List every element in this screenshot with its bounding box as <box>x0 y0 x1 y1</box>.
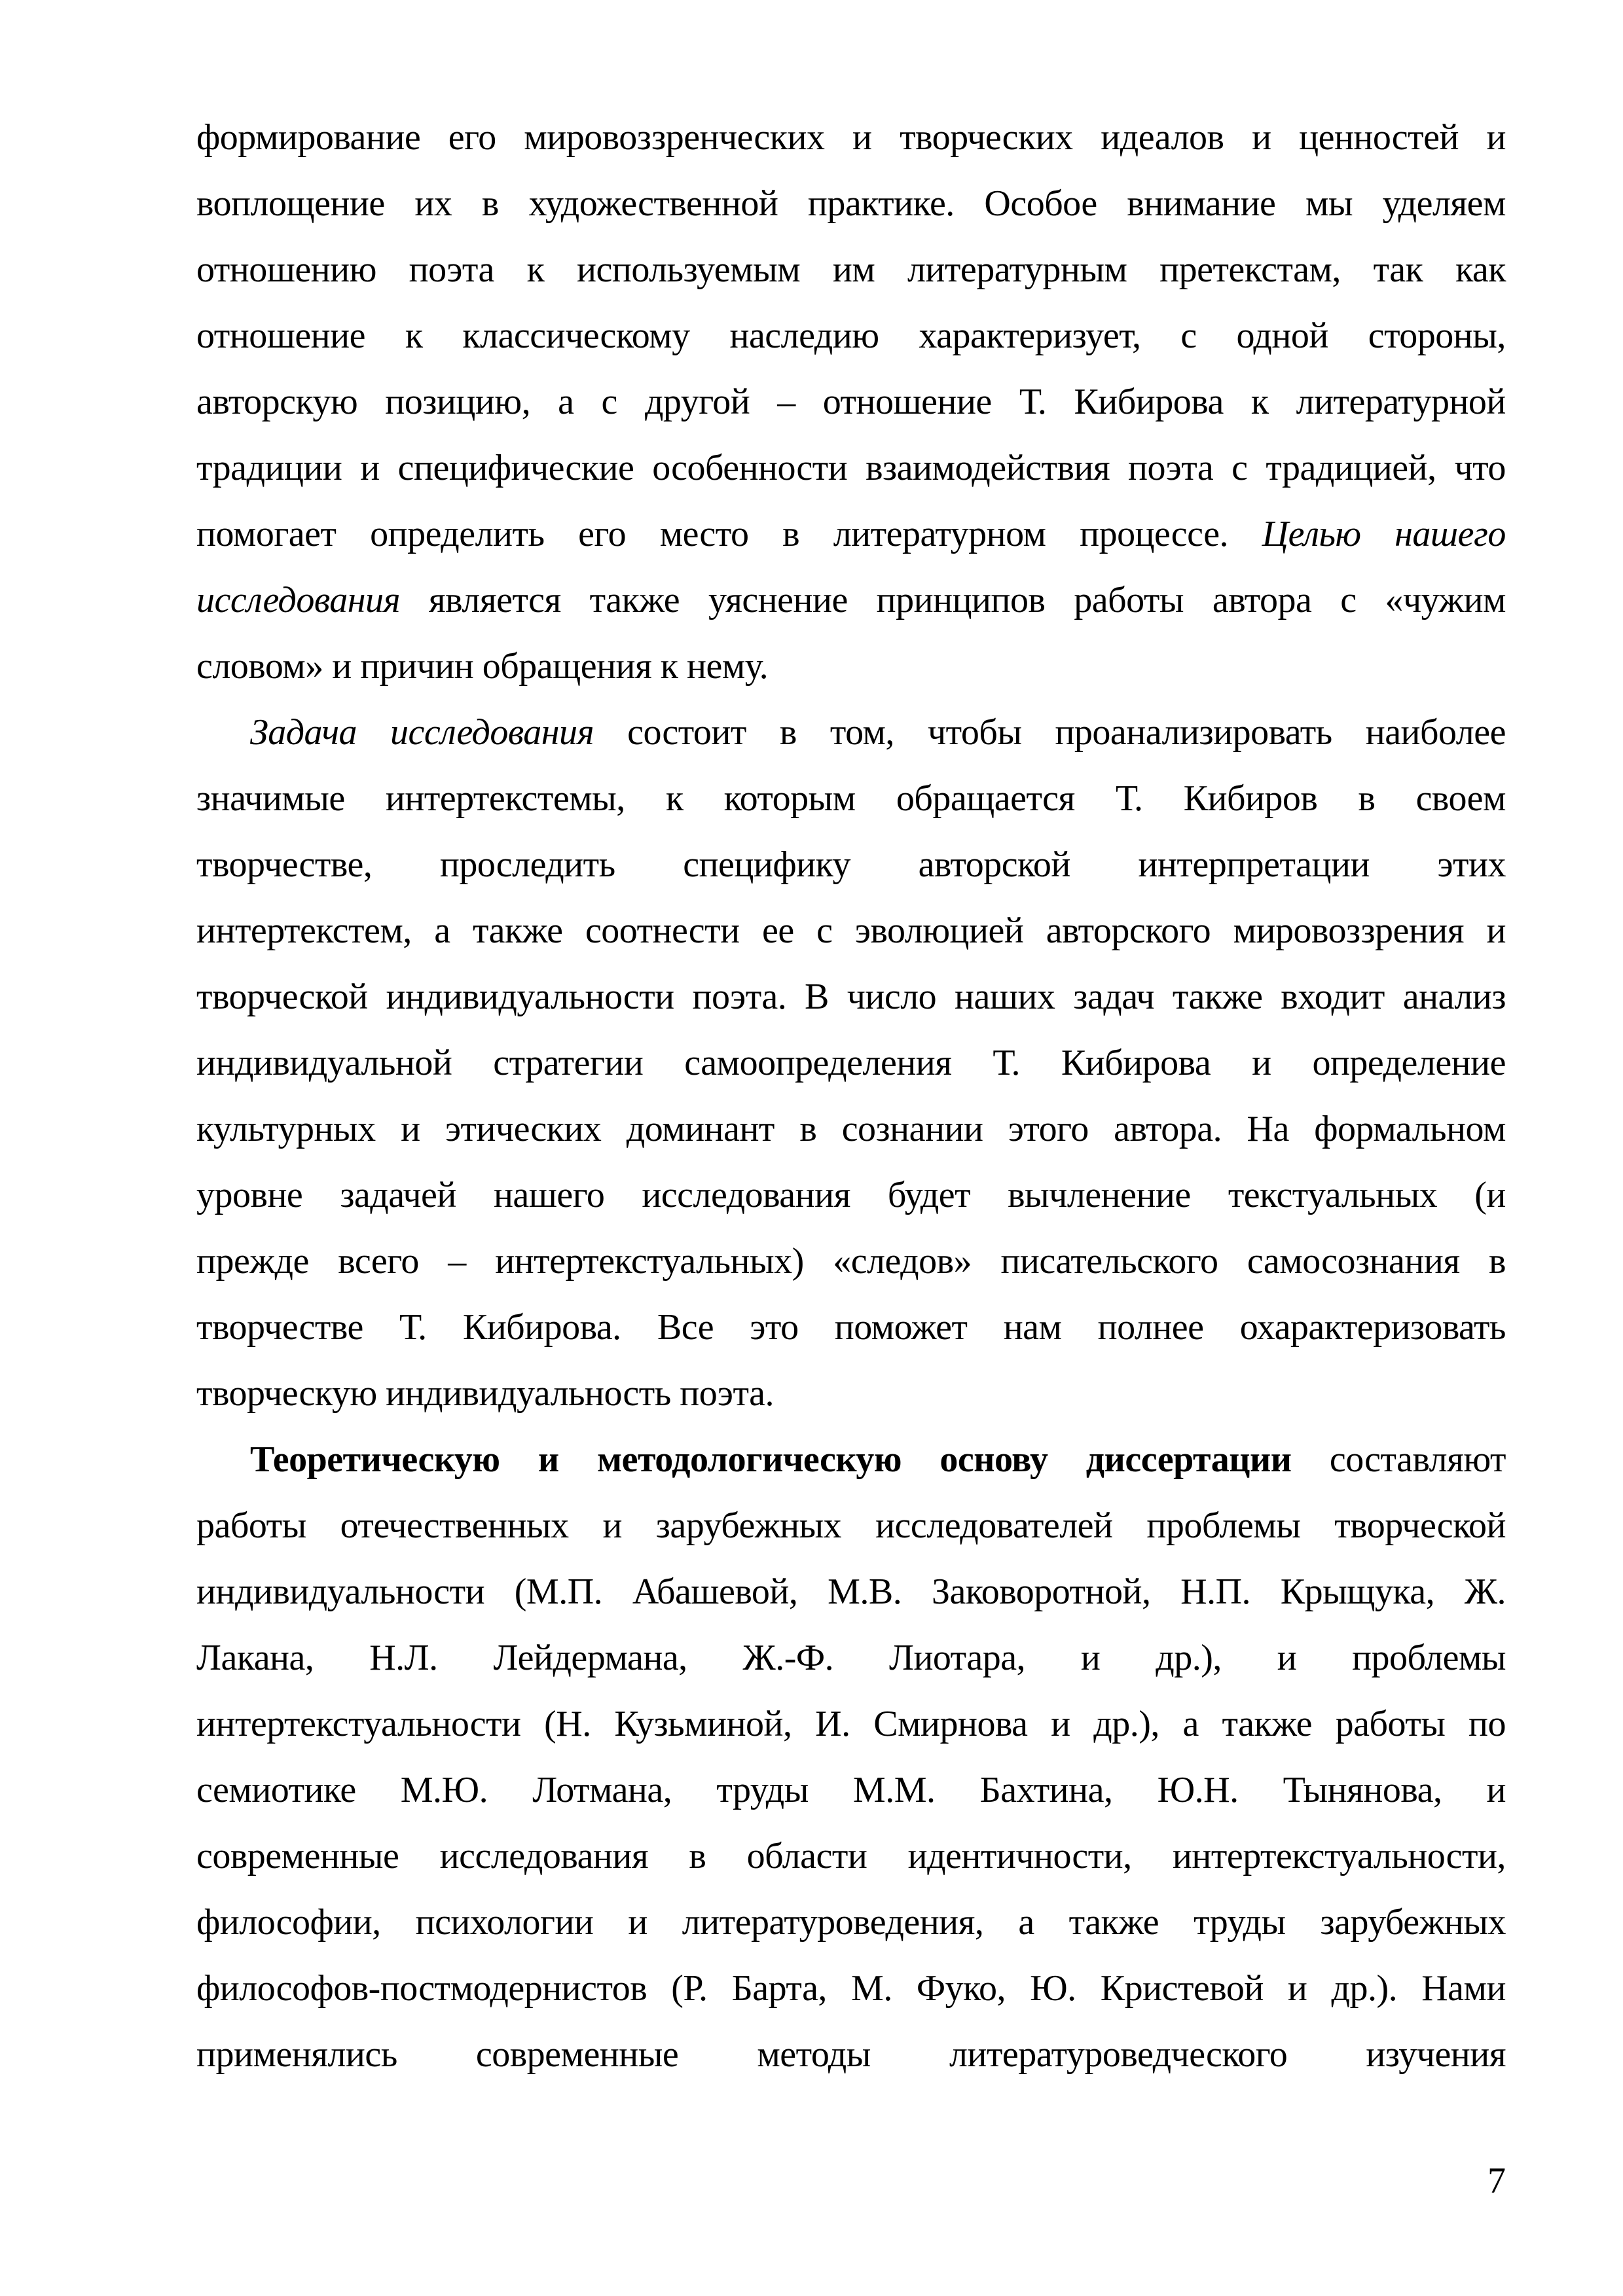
word: и <box>602 1505 622 1546</box>
text-line <box>196 435 1506 501</box>
word: применялись <box>196 2034 397 2075</box>
word: Т. <box>399 1307 427 1348</box>
word: поэта <box>1128 448 1214 488</box>
word: творческих <box>900 117 1073 158</box>
word: входит <box>1281 977 1385 1017</box>
word: и <box>852 117 872 158</box>
word: с <box>1231 448 1248 488</box>
text-line <box>196 1493 1506 1559</box>
word: «следов» <box>833 1241 972 1282</box>
word: интертекстуальности <box>196 1704 521 1744</box>
word: Лиотара, <box>888 1638 1026 1678</box>
word: к <box>526 249 545 290</box>
word: поэта. <box>692 977 787 1017</box>
word: соотнести <box>585 910 740 951</box>
word: литературоведения, <box>682 1902 984 1943</box>
word: зарубежных <box>1320 1902 1506 1943</box>
word: формальном <box>1314 1109 1506 1149</box>
text-line <box>196 237 1506 303</box>
word: творческую <box>196 1373 377 1414</box>
word: внимание <box>1127 183 1276 224</box>
word: авторскую <box>196 382 358 422</box>
word: наследию <box>729 315 879 356</box>
word: творчестве, <box>196 844 373 885</box>
word: творчестве <box>196 1307 363 1348</box>
word: обращается <box>896 778 1075 819</box>
word: с <box>816 910 833 951</box>
word: мировоззренческих <box>524 117 825 158</box>
word: проблемы <box>1352 1638 1506 1678</box>
word: Тынянова, <box>1283 1770 1442 1810</box>
word: семиотике <box>196 1770 356 1810</box>
word: классическому <box>462 315 690 356</box>
word: Барта, <box>731 1968 827 2009</box>
word: авторского <box>1046 910 1211 951</box>
word: индивидуальность <box>386 1373 671 1414</box>
word: так <box>1373 249 1423 290</box>
word: проследить <box>439 844 615 885</box>
word: Кибирова <box>1074 382 1224 422</box>
word: к <box>665 778 684 819</box>
word: его <box>578 514 627 554</box>
text-line <box>196 700 1506 766</box>
word: воплощение <box>196 183 385 224</box>
word: составляют <box>1329 1439 1506 1480</box>
word: в <box>779 712 797 753</box>
word: Абашевой, <box>632 1571 798 1612</box>
word: также <box>1172 977 1263 1017</box>
text-line <box>196 567 1506 634</box>
word: философов-постмодернистов <box>196 1968 647 2009</box>
word: является <box>428 580 561 620</box>
word: формирование <box>196 117 421 158</box>
word: исследования <box>642 1175 850 1215</box>
word: процессе. <box>1080 514 1229 554</box>
word: Теоретическую <box>250 1439 500 1480</box>
text-line <box>196 1096 1506 1162</box>
word: отношению <box>196 249 376 290</box>
word: Целью <box>1262 514 1361 554</box>
text-line <box>196 369 1506 435</box>
word: поможет <box>834 1307 968 1348</box>
word: Особое <box>984 183 1097 224</box>
word: методы <box>757 2034 871 2075</box>
word: особенности <box>652 448 848 488</box>
word: и <box>401 1109 420 1149</box>
word: методологическую <box>596 1439 902 1480</box>
word: ее <box>761 910 794 951</box>
word: нашего <box>493 1175 605 1215</box>
word: и <box>332 646 352 687</box>
word: этических <box>445 1109 602 1149</box>
text-line <box>196 898 1506 964</box>
word: помогает <box>196 514 337 554</box>
word: труды <box>1194 1902 1286 1943</box>
word: (М.П. <box>514 1571 603 1612</box>
word: и <box>1486 910 1506 951</box>
word: уровне <box>196 1175 303 1215</box>
word: и <box>1287 1968 1307 2009</box>
word: ценностей <box>1299 117 1459 158</box>
word: и <box>1080 1638 1101 1678</box>
word: интертекстуальности, <box>1172 1836 1506 1876</box>
text-line <box>196 105 1506 171</box>
word: Смирнова <box>873 1704 1028 1744</box>
word: работы <box>1074 580 1184 620</box>
word: этих <box>1437 844 1506 885</box>
word: творческой <box>196 977 368 1017</box>
word: к <box>1250 382 1269 422</box>
word: и <box>1252 1043 1271 1083</box>
word: к <box>660 646 678 687</box>
word: всего <box>338 1241 419 1282</box>
page-text <box>196 105 1506 2088</box>
word: взаимодействия <box>866 448 1110 488</box>
word: др.), <box>1156 1638 1222 1678</box>
word: области <box>746 1836 867 1876</box>
word: также <box>589 580 680 620</box>
word: Кристевой <box>1100 1968 1264 2009</box>
text-line <box>196 1427 1506 1493</box>
word: словом» <box>196 646 323 687</box>
word: определить <box>370 514 545 554</box>
word: М.Ю. <box>400 1770 488 1810</box>
text-line <box>196 766 1506 832</box>
word: труды <box>716 1770 809 1810</box>
word: специфические <box>397 448 634 488</box>
word: с <box>601 382 617 422</box>
word: индивидуальности <box>386 977 674 1017</box>
word: стороны, <box>1368 315 1506 356</box>
word: эволюцией <box>854 910 1024 951</box>
word: нему. <box>687 646 769 687</box>
word: состоит <box>627 712 746 753</box>
word: культурных <box>196 1109 376 1149</box>
word: диссертации <box>1085 1439 1292 1480</box>
word: др.). <box>1331 1968 1398 2009</box>
text-line <box>196 1295 1506 1361</box>
word: Т. <box>1019 382 1047 422</box>
word: (Р. <box>671 1968 708 2009</box>
word: исследования <box>196 580 401 620</box>
word: И. <box>815 1704 850 1744</box>
word: будет <box>887 1175 971 1215</box>
word: Кибиров <box>1183 778 1318 819</box>
word: в <box>481 183 499 224</box>
word: место <box>659 514 749 554</box>
word: философии, <box>196 1902 381 1943</box>
word: по <box>1468 1704 1506 1744</box>
word: причин <box>360 646 474 687</box>
word: Кибирова <box>1061 1043 1211 1083</box>
word: Бахтина, <box>979 1770 1113 1810</box>
word: литературным <box>907 249 1127 290</box>
word: а <box>434 910 450 951</box>
word: в <box>799 1109 817 1149</box>
text-line <box>196 1361 1506 1427</box>
word: Ю.Н. <box>1157 1770 1239 1810</box>
word: в <box>1489 1241 1506 1282</box>
word: наших <box>955 977 1055 1017</box>
word: и <box>1051 1704 1070 1744</box>
word: характеризует, <box>919 315 1141 356</box>
word: нам <box>1003 1307 1062 1348</box>
word: претекстам, <box>1159 249 1341 290</box>
word: том, <box>830 712 894 753</box>
word: работы <box>196 1505 306 1546</box>
word: литературном <box>833 514 1046 554</box>
word: это <box>750 1307 799 1348</box>
word: писательского <box>1000 1241 1218 1282</box>
word: автора. <box>1114 1109 1222 1149</box>
word: а <box>558 382 574 422</box>
text-line <box>196 1956 1506 2022</box>
word: стратегии <box>493 1043 644 1083</box>
word: и <box>1486 117 1506 158</box>
word: и <box>1277 1638 1297 1678</box>
word: исследования <box>439 1836 649 1876</box>
word: одной <box>1236 315 1328 356</box>
word: Ю. <box>1030 1968 1076 2009</box>
text-line <box>196 1890 1506 1956</box>
word: и <box>1252 117 1271 158</box>
word: индивидуальности <box>196 1571 485 1612</box>
word: Н.Л. <box>369 1638 438 1678</box>
text-line <box>196 303 1506 369</box>
word: Лейдермана, <box>493 1638 687 1678</box>
word: Задача <box>250 712 357 753</box>
word: современные <box>196 1836 399 1876</box>
word: Т. <box>993 1043 1020 1083</box>
word: интертекстуальных) <box>495 1241 804 1282</box>
word: к <box>405 315 423 356</box>
word: уяснение <box>708 580 848 620</box>
word: творческой <box>1334 1505 1506 1546</box>
word: самоопределения <box>684 1043 952 1083</box>
text-line <box>196 1691 1506 1757</box>
word: и <box>538 1439 559 1480</box>
page-number: 7 <box>1487 2161 1506 2201</box>
word: зарубежных <box>655 1505 842 1546</box>
word: традиции <box>196 448 342 488</box>
word: позицию, <box>385 382 531 422</box>
word: и <box>360 448 380 488</box>
word: анализ <box>1402 977 1506 1017</box>
word: – <box>448 1241 466 1282</box>
word: современные <box>475 2034 679 2075</box>
word: изучения <box>1366 2034 1506 2075</box>
word: также <box>473 910 563 951</box>
word: определение <box>1312 1043 1506 1083</box>
text-line <box>196 171 1506 237</box>
word: исследователей <box>875 1505 1113 1546</box>
word: автора <box>1212 580 1312 620</box>
word: На <box>1247 1109 1289 1149</box>
word: сознании <box>841 1109 983 1149</box>
word: Нами <box>1421 1968 1506 2009</box>
word: в <box>689 1836 706 1876</box>
word: Заковоротной, <box>931 1571 1151 1612</box>
text-line <box>196 1823 1506 1890</box>
word: мировоззрения <box>1233 910 1465 951</box>
word: и <box>1486 1770 1506 1810</box>
word: поэта <box>409 249 494 290</box>
word: также <box>1222 1704 1313 1744</box>
word: литературной <box>1296 382 1506 422</box>
word: проблемы <box>1146 1505 1301 1546</box>
text-line <box>196 1625 1506 1691</box>
word: литературоведческого <box>949 2034 1288 2075</box>
word: как <box>1455 249 1506 290</box>
word: др.), <box>1093 1704 1159 1744</box>
word: М. <box>851 1968 892 2009</box>
word: практике. <box>807 183 955 224</box>
word: отечественных <box>340 1505 569 1546</box>
word: обращения <box>482 646 652 687</box>
word: отношение <box>822 382 992 422</box>
word: Фуко, <box>916 1968 1006 2009</box>
word: Ж.-Ф. <box>742 1638 834 1678</box>
word: отношение <box>196 315 365 356</box>
word: мы <box>1305 183 1353 224</box>
word: чтобы <box>927 712 1022 753</box>
word: интертекстемы, <box>385 778 625 819</box>
word: своем <box>1415 778 1506 819</box>
word: поэта. <box>680 1373 774 1414</box>
word: другой <box>644 382 750 422</box>
word: Кибирова. <box>462 1307 621 1348</box>
word: что <box>1454 448 1506 488</box>
word: используемым <box>577 249 801 290</box>
word: художественной <box>528 183 778 224</box>
text-line <box>196 1030 1506 1096</box>
text-line <box>196 501 1506 567</box>
word: в <box>1358 778 1376 819</box>
word: М.М. <box>852 1770 936 1810</box>
text-line <box>196 634 1506 700</box>
word: Лотмана, <box>532 1770 672 1810</box>
text-line <box>196 1162 1506 1229</box>
word: Лакана, <box>196 1638 314 1678</box>
word: работы <box>1335 1704 1446 1744</box>
word: самосознания <box>1247 1241 1460 1282</box>
word: которым <box>723 778 856 819</box>
text-line <box>196 1559 1506 1625</box>
word: доминант <box>626 1109 775 1149</box>
word: основу <box>939 1439 1048 1480</box>
word: специфику <box>683 844 851 885</box>
word: уделяем <box>1382 183 1506 224</box>
word: им <box>832 249 875 290</box>
word: его <box>448 117 496 158</box>
word: этого <box>1008 1109 1089 1149</box>
word: прежде <box>196 1241 309 1282</box>
word: также <box>1068 1902 1159 1943</box>
word: Крыщука, <box>1280 1571 1435 1612</box>
word: Ж. <box>1464 1571 1506 1612</box>
word: Н.П. <box>1180 1571 1251 1612</box>
word: принципов <box>876 580 1046 620</box>
word: индивидуальной <box>196 1043 452 1083</box>
word: Т. <box>1115 778 1143 819</box>
word: интерпретации <box>1138 844 1370 885</box>
word: нашего <box>1395 514 1506 554</box>
word: полнее <box>1097 1307 1204 1348</box>
word: (Н. <box>544 1704 591 1744</box>
word: Кузьминой, <box>614 1704 792 1744</box>
word: с <box>1340 580 1357 620</box>
text-line <box>196 2022 1506 2088</box>
text-line <box>196 832 1506 898</box>
word: охарактеризовать <box>1239 1307 1506 1348</box>
word: – <box>777 382 795 422</box>
word: в <box>782 514 800 554</box>
word: традицией, <box>1266 448 1436 488</box>
word: текстуальных <box>1228 1175 1438 1215</box>
text-line <box>196 1757 1506 1823</box>
word: а <box>1018 1902 1034 1943</box>
word: Все <box>657 1307 714 1348</box>
word: «чужим <box>1385 580 1506 620</box>
word: идеалов <box>1101 117 1224 158</box>
word: а <box>1182 1704 1199 1744</box>
word: и <box>628 1902 647 1943</box>
word: с <box>1180 315 1197 356</box>
word: задач <box>1073 977 1155 1017</box>
word: В <box>805 977 829 1017</box>
word: М.В. <box>828 1571 902 1612</box>
word: проанализировать <box>1055 712 1332 753</box>
text-line <box>196 1229 1506 1295</box>
word: (и <box>1474 1175 1506 1215</box>
word: исследования <box>390 712 594 753</box>
word: задачей <box>340 1175 456 1215</box>
word: вычленение <box>1008 1175 1191 1215</box>
word: наиболее <box>1365 712 1506 753</box>
text-line <box>196 964 1506 1030</box>
word: значимые <box>196 778 345 819</box>
word: психологии <box>415 1902 594 1943</box>
word: интертекстем, <box>196 910 412 951</box>
word: число <box>847 977 937 1017</box>
word: идентичности, <box>907 1836 1132 1876</box>
word: авторской <box>918 844 1070 885</box>
word: их <box>414 183 452 224</box>
